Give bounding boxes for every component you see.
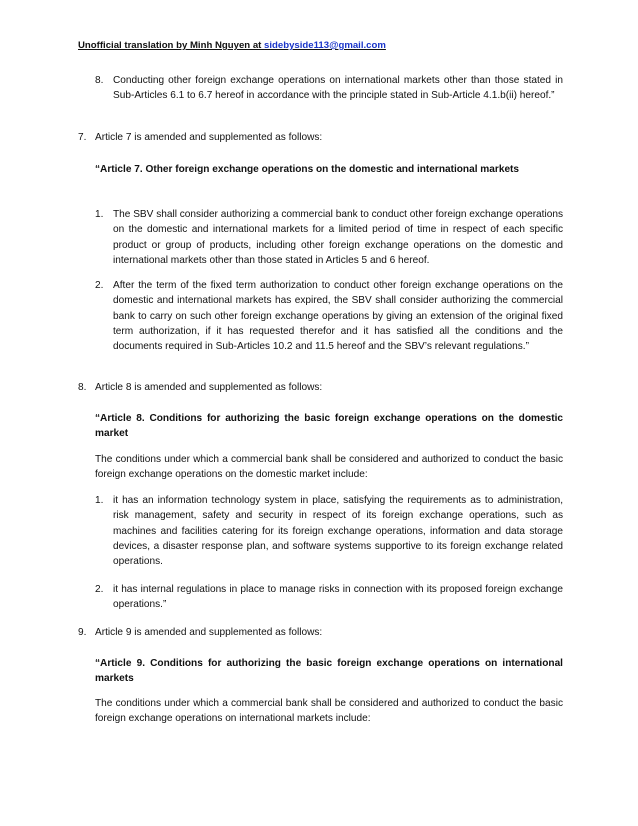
item-number: 2. [95, 280, 104, 291]
article-7-title: “Article 7. Other foreign exchange operations on the domestic and international markets [95, 164, 520, 175]
paragraph: The conditions under which a commercial bank shall be considered and authorized to conduct the basic foreign exchange operations on the domestic market include: [95, 454, 563, 481]
item-number: 8. [95, 75, 104, 86]
header-text: Unofficial translation by Minh Nguyen at [78, 40, 265, 51]
amendment-intro: Article 7 is amended and supplemented as follows: [95, 132, 323, 143]
paragraph: it has an information technology system in place, satisfying the requirements as to administration, risk management, safety and security in respect of its foreign exchange operations, such as machines and facilities catering for its foreign exchange operations, information and data storage devices, a disaster response plan, and software systems supportive to its foreign exchange related operations. [113, 495, 563, 568]
paragraph: Conducting other foreign exchange operations on international markets other than those stated in Sub-Articles 6.1 to 6.7 hereof in accordance with the principle stated in Sub-Article 4.1.b(ii) hereof.” [113, 75, 563, 102]
paragraph: it has internal regulations in place to manage risks in connection with its proposed foreign exchange operations.” [113, 584, 563, 611]
item-number: 1. [95, 495, 104, 506]
paragraph: After the term of the fixed term authorization to conduct other foreign exchange operations on the domestic and international markets has expired, the SBV shall consider authorizing the commercial bank to carry on such other foreign exchange operations by giving an extension of the original fixed term authorization, if it has requested therefor and it has satisfied all the conditions and the documents required in Sub-Articles 10.2 and 11.5 hereof and the SBV’s relevant regulations.” [113, 280, 563, 353]
amendment-intro: Article 8 is amended and supplemented as follows: [95, 382, 323, 393]
amendment-intro: Article 9 is amended and supplemented as follows: [95, 627, 323, 638]
item-number: 7. [78, 132, 87, 143]
item-number: 2. [95, 584, 104, 595]
paragraph: The SBV shall consider authorizing a commercial bank to conduct other foreign exchange operations on the domestic and international markets for a limited period of time in respect of each specific product or group of products, including other foreign exchange operations on the domestic and international markets other than those stated in Articles 5 and 6 hereof. [113, 209, 563, 266]
item-number: 8. [78, 382, 87, 393]
paragraph: The conditions under which a commercial bank shall be considered and authorized to conduct the basic foreign exchange operations on international markets include: [95, 698, 563, 725]
article-9-title: “Article 9. Conditions for authorizing the basic foreign exchange operations on international markets [95, 658, 563, 685]
article-8-title: “Article 8. Conditions for authorizing the basic foreign exchange operations on the domestic market [95, 413, 563, 440]
item-number: 9. [78, 627, 87, 638]
page-header [78, 40, 386, 51]
item-number: 1. [95, 209, 104, 220]
header-email-link[interactable]: sidebyside113@gmail.com [264, 40, 386, 51]
